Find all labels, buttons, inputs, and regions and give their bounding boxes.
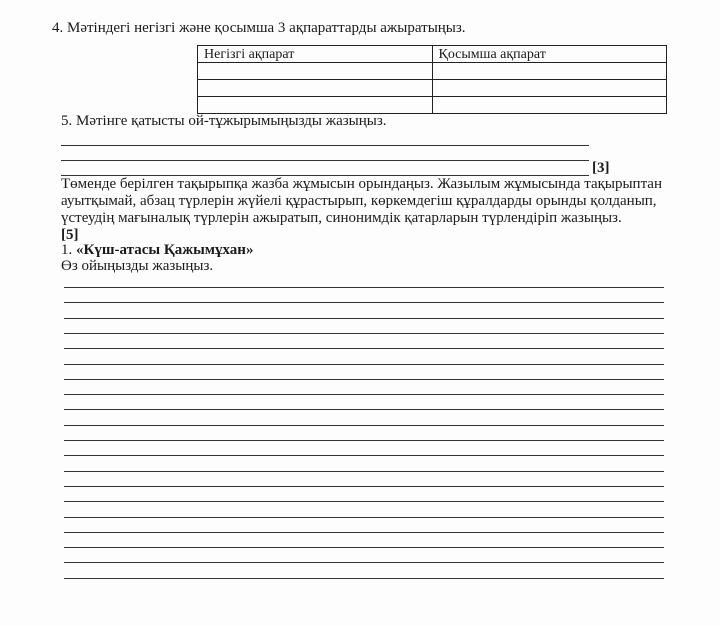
table-row: [198, 80, 667, 97]
essay-answer-line[interactable]: [64, 409, 664, 410]
essay-answer-line[interactable]: [64, 455, 664, 456]
essay-answer-line[interactable]: [64, 517, 664, 518]
answer-line[interactable]: [61, 145, 589, 146]
instruction-line: Төменде берілген тақырыпқа жазба жұмысын орындаңыз. Жазылым жұмысында тақырыптан: [61, 176, 662, 192]
essay-answer-line[interactable]: [64, 379, 664, 380]
table-cell[interactable]: [432, 80, 667, 97]
table-cell[interactable]: [432, 97, 667, 114]
essay-answer-line[interactable]: [64, 562, 664, 563]
essay-answer-line[interactable]: [64, 547, 664, 548]
instruction-line: үстеудің мағыналық түрлерін ажыратып, синонимдік қатарларын түрлендіріп жазыңыз.: [61, 210, 622, 226]
essay-answer-line[interactable]: [64, 302, 664, 303]
essay-answer-line[interactable]: [64, 287, 664, 288]
table-cell[interactable]: [432, 63, 667, 80]
essay-answer-line[interactable]: [64, 425, 664, 426]
essay-answer-line[interactable]: [64, 486, 664, 487]
information-table: [197, 45, 667, 114]
essay-answer-line[interactable]: [64, 501, 664, 502]
essay-answer-line[interactable]: [64, 578, 664, 579]
essay-answer-line[interactable]: [64, 318, 664, 319]
table-cell[interactable]: [198, 97, 433, 114]
own-opinion-prompt: Өз ойыңызды жазыңыз.: [61, 258, 214, 274]
essay-answer-line[interactable]: [64, 440, 664, 441]
topic-title: «Күш-атасы Қажымұхан»: [76, 242, 254, 258]
table-header-row: [198, 46, 667, 63]
header-additional-info: Қосымша ақпарат: [432, 46, 667, 63]
table-cell[interactable]: [198, 63, 433, 80]
task-4-prompt: 4. Мәтіндегі негізгі және қосымша 3 ақпараттарды ажыратыңыз.: [52, 20, 466, 36]
instruction-line: ауытқымай, абзац түрлерін жүйелі құрастырып, көркемдегіш құралдарды орынды қолданып,: [61, 193, 657, 209]
essay-answer-line[interactable]: [64, 364, 664, 365]
topic-number: 1.: [61, 242, 76, 258]
answer-line[interactable]: [61, 160, 589, 161]
table-row: [198, 97, 667, 114]
table-row: [198, 63, 667, 80]
task-5-prompt: 5. Мәтінге қатысты ой-тұжырымыңызды жазыңыз.: [61, 113, 387, 129]
writing-task-instructions: [61, 176, 661, 227]
task-5-score: [3]: [592, 160, 610, 176]
table-cell[interactable]: [198, 80, 433, 97]
essay-topic: [61, 242, 253, 259]
essay-answer-line[interactable]: [64, 532, 664, 533]
essay-answer-line[interactable]: [64, 348, 664, 349]
essay-answer-line[interactable]: [64, 471, 664, 472]
essay-answer-line[interactable]: [64, 394, 664, 395]
writing-task-score: [5]: [61, 227, 79, 243]
header-main-info: Негізгі ақпарат: [198, 46, 433, 63]
essay-answer-line[interactable]: [64, 333, 664, 334]
